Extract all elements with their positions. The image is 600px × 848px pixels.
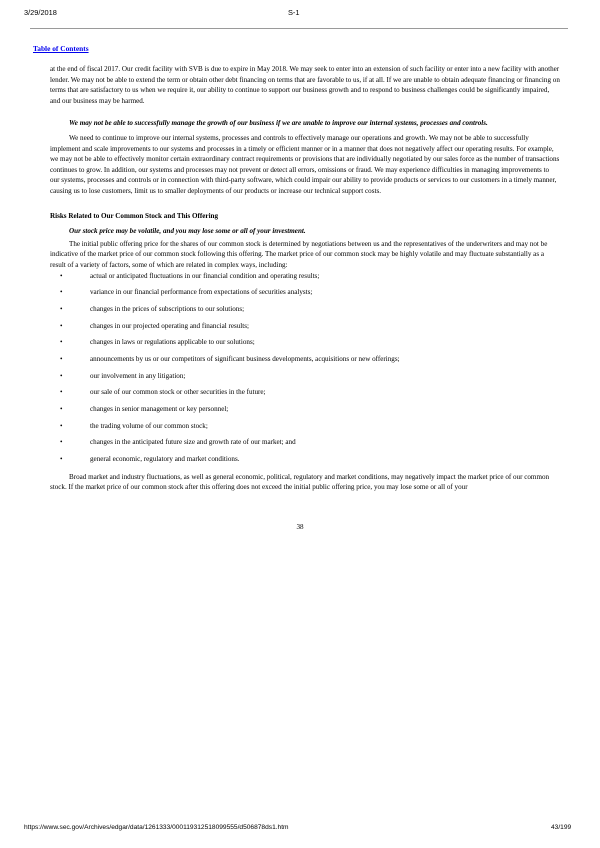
source-url: https://www.sec.gov/Archives/edgar/data/1261333/000119312518099555/d506878ds1.htm (24, 824, 289, 831)
list-item: • variance in our financial performance from expectations of securities analysts; (60, 288, 313, 297)
bullet-icon: • (60, 421, 63, 430)
document-body (50, 64, 560, 493)
bullet-icon: • (60, 371, 63, 380)
print-title: S-1 (288, 8, 300, 17)
bullet-icon: • (60, 354, 63, 363)
bullet-icon: • (60, 271, 63, 280)
list-item: • announcements by us or our competitors of significant business developments, acquisitions or new offerings; (60, 354, 400, 363)
paragraph-credit-facility: at the end of fiscal 2017. Our credit facility with SVB is due to expire in May 2018. We may seek to enter into an extension of such facility or enter into a new facility with another lender. We may not be able to extend the term or obtain other debt financing on terms that are favorable to us, if at all. If we are unable to obtain adequate financing or financing on terms that are satisfactory to us when we require it, our ability to continue to support our business growth and to respond to business challenges could be significantly impaired, and our business may be harmed. (50, 65, 560, 105)
bullet-icon: • (60, 288, 63, 297)
list-item: • general economic, regulatory and market conditions. (60, 455, 240, 464)
bullet-icon: • (60, 405, 63, 413)
paragraph-market-fluctuations: Broad market and industry fluctuations, as well as general economic, political, regulatory and market conditions, may negatively impact the market price of our common stock. If the market price of our common stock after this offering does not exceed the initial public offering price, you may lose some or all of your (50, 472, 550, 492)
risk-heading-volatility: Our stock price may be volatile, and you may lose some or all of your investment. (69, 227, 306, 236)
list-item: • our involvement in any litigation; (60, 371, 186, 380)
bullet-icon: • (60, 455, 63, 464)
list-item: • changes in the anticipated future size and growth rate of our market; and (60, 438, 296, 447)
bullet-icon: • (60, 338, 63, 347)
list-item: • changes in senior management or key personnel; (60, 405, 229, 413)
list-item: • our sale of our common stock or other securities in the future; (60, 388, 266, 397)
factor-list (50, 271, 560, 471)
page-number: 38 (296, 523, 304, 531)
list-item: • changes in laws or regulations applicable to our solutions; (60, 338, 255, 347)
bullet-icon: • (60, 438, 63, 447)
paragraph-internal-systems: We need to continue to improve our internal systems, processes and controls to effectively manage our operations and growth. We may not be able to successfully implement and scale improvements to our systems and processes in a timely or efficient manner or in a manner that does not negatively affect our operating results. For example, we may not be able to effectively monitor certain extraordinary contract requirements or provisions that are individually negotiated by our sales force as the number of transactions continues to grow. In addition, our systems and processes may not prevent or detect all errors, omissions or fraud. We may experience difficulties in managing improvements to our systems, processes and controls or in connection with third-party software, which could impair our ability to provide products or services to our customers in a timely manner, causing us to lose customers, limit us to smaller deployments of our products or increase our technical support costs. (50, 133, 560, 195)
list-item: • the trading volume of our common stock; (60, 421, 208, 430)
bullet-icon: • (60, 304, 63, 313)
list-item: • changes in the prices of subscriptions to our solutions; (60, 304, 245, 313)
table-of-contents-link[interactable]: Table of Contents (33, 44, 89, 53)
print-footer (0, 824, 600, 838)
header-divider (30, 28, 568, 29)
print-header (0, 0, 600, 30)
section-heading-common-stock: Risks Related to Our Common Stock and This Offering (50, 211, 219, 220)
list-item: • actual or anticipated fluctuations in our financial condition and operating results; (60, 271, 320, 280)
print-date: 3/29/2018 (24, 8, 57, 17)
page-count: 43/199 (551, 824, 572, 831)
list-item: • changes in our projected operating and financial results; (60, 321, 249, 330)
paragraph-ipo-price: The initial public offering price for the shares of our common stock is determined by negotiations between us and the representatives of the underwriters and may not be indicative of the market price of our common stock following this offering. The market price of our common stock may be highly volatile and may fluctuate substantially as a result of a variety of factors, some of which are related in complex ways, including: (50, 239, 548, 269)
bullet-icon: • (60, 388, 63, 397)
risk-heading-growth: We may not be able to successfully manage the growth of our business if we are unable to improve our internal systems, processes and controls. (69, 119, 488, 128)
bullet-icon: • (60, 321, 63, 330)
